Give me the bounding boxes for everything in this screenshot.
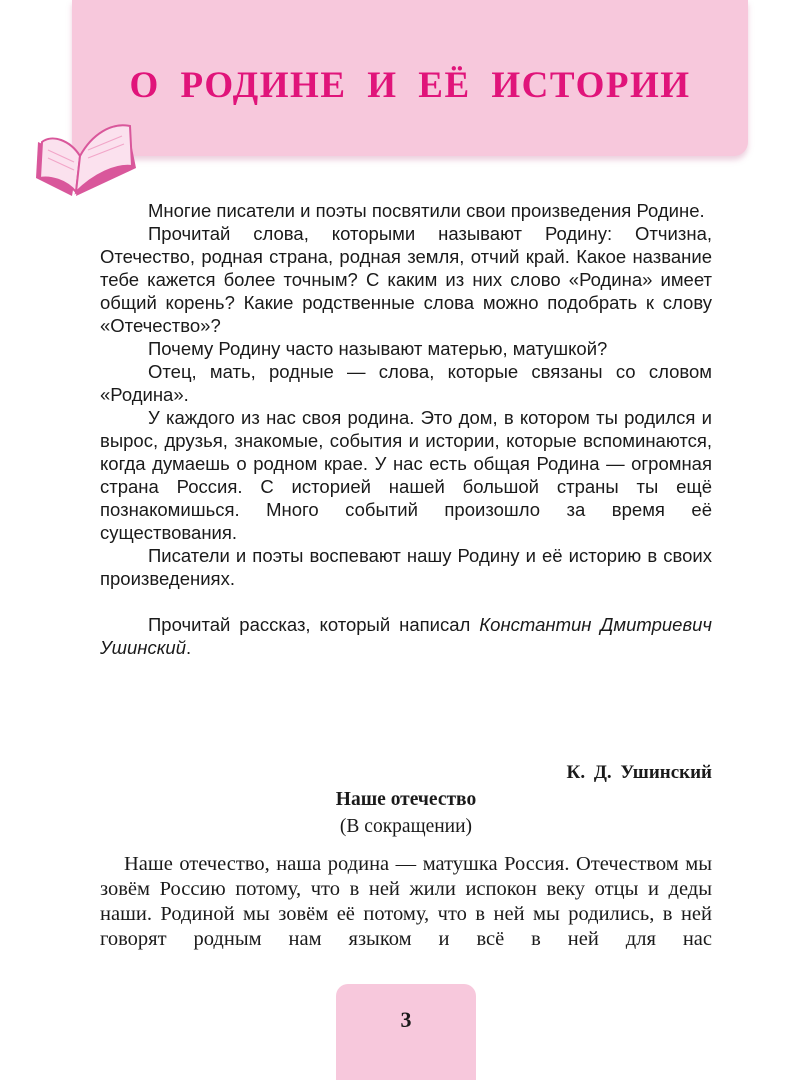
reading-task bbox=[100, 613, 712, 659]
author-full-name: Константин Дмитриевич Ушинский bbox=[100, 614, 712, 658]
intro-paragraph: Писатели и поэты воспевают нашу Родину и её историю в своих произведениях. bbox=[100, 545, 712, 589]
page-title: О РОДИНЕ И ЕЁ ИСТОРИИ bbox=[129, 65, 691, 106]
story-author: К. Д. Ушинский bbox=[566, 762, 712, 783]
open-book-icon bbox=[32, 112, 144, 202]
intro-paragraph: Отец, мать, родные — слова, которые связаны со словом «Родина». bbox=[100, 361, 712, 405]
story-title: Наше отечество bbox=[335, 789, 477, 810]
story-paragraph: Наше отечество, наша родина — матушка Россия. Отечеством мы зовём Россию потому, что в ней жили испокон веку отцы и деды наши. Родиной мы зовём её потому, что в ней мы родились, в ней говорят родным нам языком и всё в ней для нас bbox=[100, 853, 712, 950]
intro-paragraph: У каждого из нас своя родина. Это дом, в котором ты родился и вырос, друзья, знакомые, события и истории, которые вспоминаются, когда думаешь о родном крае. У нас есть общая Родина — огромная страна Россия. С историей нашей большой страны ты ещё познакомишься. Много событий произошло за время её существования. bbox=[100, 407, 712, 543]
intro-paragraph: Прочитай слова, которыми называют Родину: Отчизна, Отечество, родная страна, родная земля, отчий край. Какое название тебе кажется более точным? С каким из них слово «Родина» имеет общий корень? Какие родственные слова можно подобрать к слову «Отечество»? bbox=[100, 223, 712, 336]
intro-paragraph: Многие писатели и поэты посвятили свои произведения Родине. bbox=[148, 200, 705, 221]
story-subtitle: (В сокращении) bbox=[339, 816, 473, 837]
paragraph-gap bbox=[100, 590, 712, 613]
page-number: 3 bbox=[400, 1007, 412, 1032]
story-text bbox=[100, 852, 712, 952]
intro-paragraph: Почему Родину часто называют матерью, матушкой? bbox=[148, 338, 608, 359]
reading-task-end: . bbox=[186, 637, 192, 658]
intro-text bbox=[100, 199, 712, 659]
reading-task-lead: Прочитай рассказ, который написал bbox=[148, 614, 480, 635]
